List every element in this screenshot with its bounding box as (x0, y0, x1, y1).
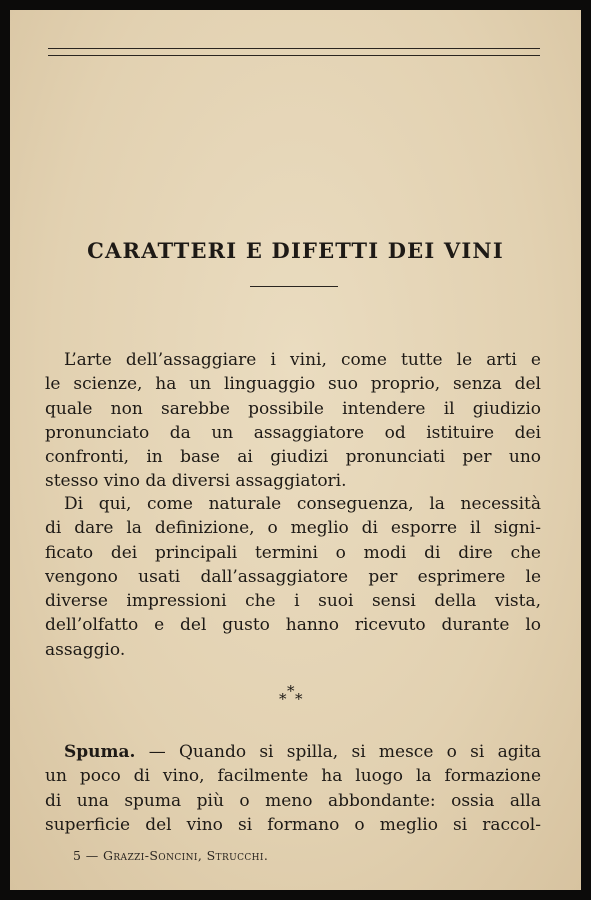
text-line: superficie del vino si formano o meglio si raccol- (45, 814, 541, 835)
asterism-divider (276, 682, 312, 712)
chapter-title: CARATTERI E DIFETTI DEI VINI (87, 238, 504, 263)
text-line: assaggio. (45, 639, 126, 660)
header-rule-top (48, 48, 540, 49)
text-line: pronunciato da un assaggiatore od istituire dei (45, 422, 541, 443)
entry-term: Spuma. (64, 742, 136, 762)
text-line: diverse impressioni che i suoi sensi della vista, (45, 591, 541, 612)
text-line: L’arte dell’assaggiare i vini, come tutte le arti e (64, 350, 541, 370)
text-line: vengono usati dall’assaggiatore per esprimere le (45, 566, 541, 587)
entry-text: — Quando si spilla, si mesce o si agita (135, 742, 541, 762)
header-rule-bottom (48, 55, 540, 56)
asterisk: * (279, 690, 287, 708)
text-line: quale non sarebbe possibile intendere il giudizio (45, 398, 541, 419)
text-line: le scienze, ha un linguaggio suo proprio, senza del (45, 374, 541, 395)
signature-footer: 5 — Grazzi-Soncini, Strucchi. (73, 848, 269, 863)
text-line: confronti, in base ai giudizi pronunciati per uno (45, 447, 541, 468)
paragraph-2 (45, 492, 541, 662)
paragraph-1 (45, 348, 541, 494)
book-page (10, 10, 581, 890)
text-line: Di qui, come naturale conseguenza, la necessità (64, 494, 541, 514)
text-line: un poco di vino, facilmente ha luogo la formazione (45, 766, 541, 787)
text-line: di dare la definizione, o meglio di esporre il signi- (45, 518, 541, 539)
asterisk: * (287, 682, 295, 700)
text-line: dell’olfatto e del gusto hanno ricevuto durante lo (45, 615, 541, 636)
text-line: di una spuma più o meno abbondante: ossia alla (45, 790, 541, 811)
asterisk: * (295, 690, 303, 708)
text-line: ficato dei principali termini o modi di dire che (45, 542, 541, 563)
paragraph-3 (45, 740, 541, 837)
title-underline (250, 286, 338, 287)
text-line: stesso vino da diversi assaggiatori. (45, 471, 347, 492)
text-line (45, 740, 541, 764)
